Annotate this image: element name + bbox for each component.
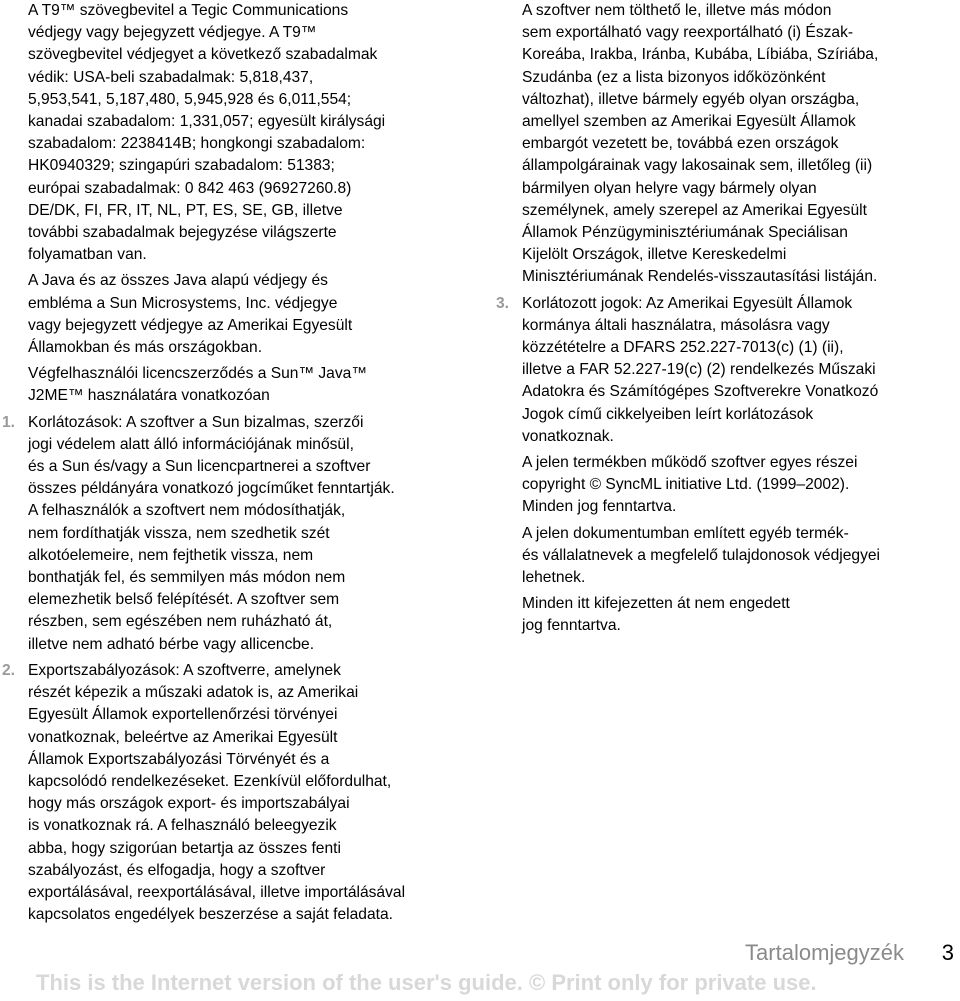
item-text: Exportszabályozások: A szoftverre, amelynek részét képezik a műszaki adatok is, az Amerikai Egyesült Államok exportellenőrzési törvényei vonatkoznak, beleértve az Amerikai Egyesült Államok Exportszabályozási Törvényét és a kapcsolódó rendelkezéseket. Ezenkívül előfordulhat, hogy más országok export- és importszabályai is vonatkoznak rá. A felhasználó beleegyezik abba, hogy szigorúan betartja az összes fenti szabályozást, és elfogadja, hogy a szoftver exportálásával, reexportálásával, illetve importálásával kapcsolatos engedélyek beszerzése a saját feladata. (28, 661, 406, 924)
internet-version-notice: This is the Internet version of the user's guide. © Print only for private use. (36, 970, 817, 995)
java-trademark-paragraph: A Java és az összes Java alapú védjegy és embléma a Sun Microsystems, Inc. védjegye vagy bejegyzett védjegye az Amerikai Egyesült Államokban és más országokban. (28, 272, 353, 357)
t9-trademark-paragraph: A T9™ szövegbevitel a Tegic Communications védjegy vagy bejegyzett védjegye. A T9™ szövegbevitel védjegyet a következő szabadalmak védik: USA-beli szabadalmak: 5,818,437, 5,953,541, 5,187,480, 5,945,928 és 6,011,554; kanadai szabadalom: 1,331,057; egyesült királysági szabadalom: 2238414B; hongkongi szabadalom: HK0940329; szingapúri szabadalom: 51383; európai szabadalmak: 0 842 463 (96927260.8) DE/DK, FI, FR, IT, NL, PT, ES, SE, GB, illetve további szabadalmak bejegyzése világszerte folyamatban van. (28, 2, 386, 264)
other-trademarks-paragraph: A jelen dokumentumban említett egyéb termék- és vállalatnevek a megfelelő tulajdonosok védjegyei lehetnek. (522, 524, 881, 587)
license-item-2 (2, 660, 468, 926)
right-column (496, 0, 954, 642)
license-item-2-continued: A szoftver nem tölthető le, illetve más módon sem exportálható vagy reexportálható (i) Észak- Koreába, Irakba, Iránba, Kubába, Líbiába, Szíriába, Szudánba (ez a lista bizonyos időközönként változhat), illetve bármely egyéb olyan országba, amellyel szemben az Amerikai Egyesült Államok embargót vezetett be, továbbá ezen országok állampolgárainak vagy lakosainak sem, illetőleg (ii) bármilyen olyan helyre vagy bármely olyan személynek, amely szerepel az Amerikai Egyesült Államok Pénzügyminisztériumának Speciálisan Kijelölt Országok, illetve Kereskedelmi Minisztériumának Rendelés-visszautasítási listáján. (522, 2, 879, 286)
left-column (2, 0, 468, 930)
page-number: 3 (941, 940, 954, 965)
rights-reserved-paragraph: Minden itt kifejezetten át nem engedett jog fenntartva. (522, 595, 790, 635)
item-number: 1. (2, 413, 16, 431)
syncml-copyright-paragraph: A jelen termékben működő szoftver egyes részei copyright © SyncML initiative Ltd. (1999–2002). Minden jog fenntartva. (522, 454, 858, 516)
item-text: Korlátozott jogok: Az Amerikai Egyesült Államok kormánya általi használatra, másolásra vagy közzétételre a DFARS 252.227-7013(c) (1) (ii), illetve a FAR 52.227-19(c) (2) rendelkezés Műszaki Adatokra és Számítógépes Szoftverekre Vonatkozó Jogok című cikkelyeiben leírt korlátozások vonatkoznak. (522, 294, 879, 445)
footer-section-link[interactable]: Tartalomjegyzék (745, 940, 904, 965)
license-title: Végfelhasználói licencszerződés a Sun™ Java™ J2ME™ használatára vonatkozóan (28, 365, 367, 405)
license-item-3 (496, 293, 954, 448)
item-number: 2. (2, 661, 16, 679)
item-number: 3. (496, 294, 510, 312)
license-item-1 (2, 412, 468, 656)
item-text: Korlátozások: A szoftver a Sun bizalmas, szerzői jogi védelem alatt álló információjának minősül, és a Sun és/vagy a Sun licencpartnerei a szoftver összes példányára vonatkozó jogcíműket fenntartják. A felhasználók a szoftvert nem módosíthatják, nem fordíthatják vissza, nem szedhetik szét alkotóelemeire, nem fejthetik vissza, nem bonthatják fel, és semmilyen más módon nem elemezhetik belső felépítését. A szoftver sem részben, sem egészében nem ruházható át, illetve nem adható bérbe vagy allicencbe. (28, 413, 395, 653)
